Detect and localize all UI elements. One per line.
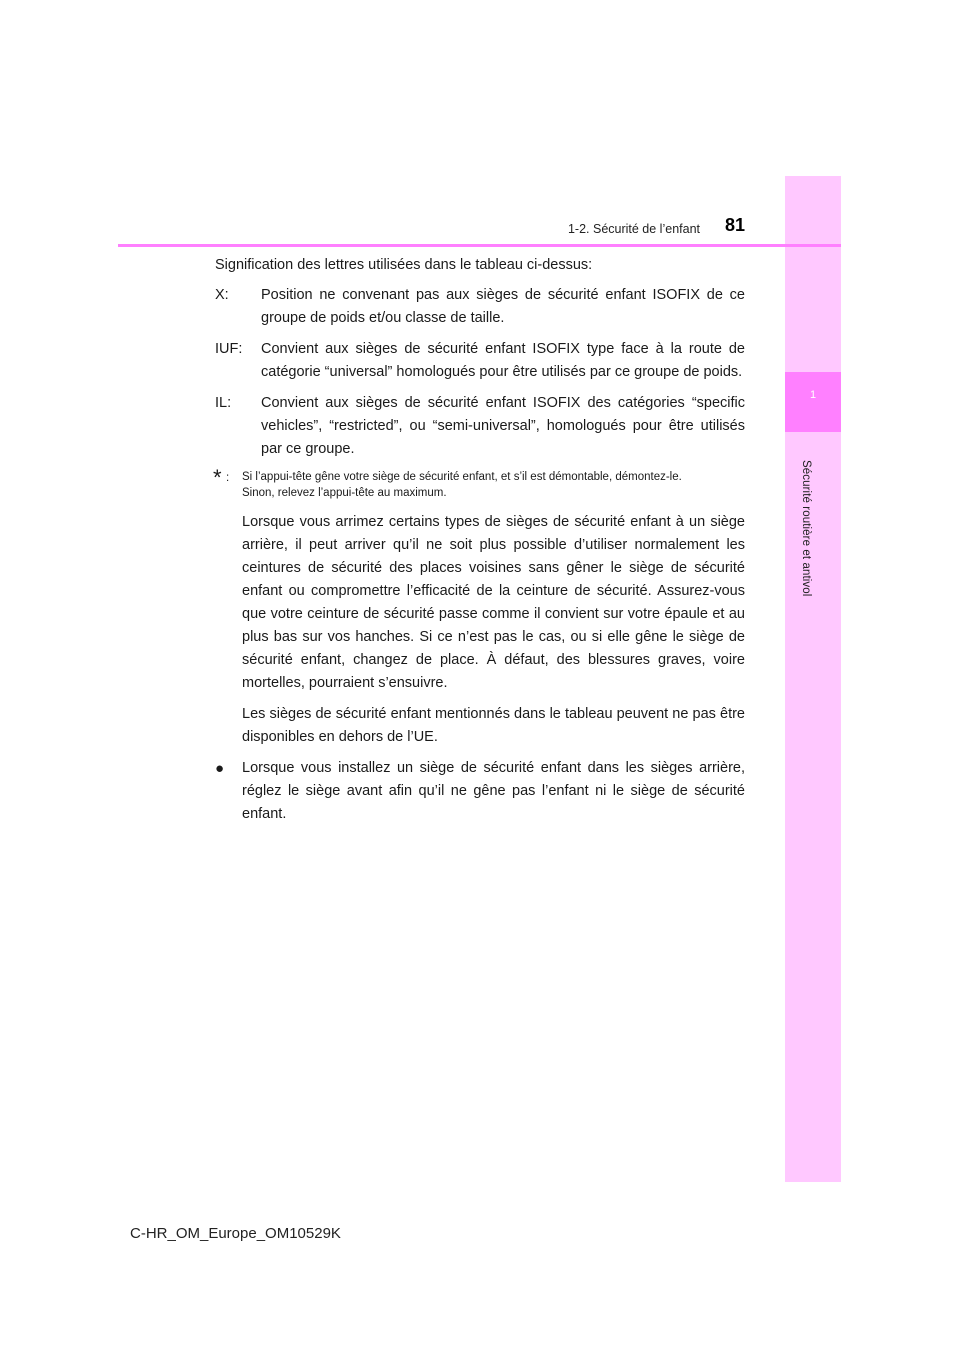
footnote-text [242,469,745,501]
header-rule [118,244,841,247]
definition-text: Position ne convenant pas aux sièges de sécurité enfant ISOFIX de ce groupe de poids et/ou classe de taille. [261,287,745,326]
definition-list [215,284,745,461]
footnote-line: Sinon, relevez l’appui-tête au maximum. [242,487,447,499]
definition-text: Convient aux sièges de sécurité enfant ISOFIX type face à la route de catégorie “universal” homologués pour être utilisés par ce groupe de poids. [261,341,745,380]
chapter-side-tab [785,176,841,1182]
definition-term: IUF: [215,341,243,357]
definition-term: IL: [215,395,232,411]
footnote [213,465,745,501]
footnote-mark: * : [213,465,230,490]
asterisk-icon: * [213,465,222,490]
definition-item [215,284,745,330]
definition-item [215,392,745,461]
definition-item [215,338,745,384]
chapter-side-tab-active [785,372,841,432]
footnote-line: Si l’appui-tête gêne votre siège de sécurité enfant, et s’il est démontable, démontez-le. [242,471,682,483]
notes-block [215,511,745,749]
definition-text: Convient aux sièges de sécurité enfant ISOFIX des catégories “specific vehicles”, “restricted”, ou “semi-universal”, homologués pour être utilisés par ce groupe. [261,395,745,457]
warning-paragraph: Lorsque vous arrimez certains types de sièges de sécurité enfant à un siège arrière, il peut arriver qu’il ne soit plus possible d’utiliser normalement les ceintures de sécurité des places voisines sans gêner le siège de sécurité enfant ou compromettre l’efficacité de la ceinture de sécurité. Assurez-vous que votre ceinture de sécurité passe comme il convient sur votre épaule et au plus bas sur vos hanches. Si ce n’est pas le cas, ou si elle gêne le siège de sécurité enfant, changez de place. À défaut, des blessures graves, voire mortelles, pourraient s’ensuivre. [242,514,745,691]
availability-paragraph: Les sièges de sécurité enfant mentionnés dans le tableau peuvent ne pas être disponibles en dehors de l’UE. [242,706,745,745]
page-number: 81 [724,215,745,235]
chapter-title: Sécurité routière et antivol [800,460,812,597]
chapter-number: 1 [809,389,817,401]
section-title: 1-2. Sécurité de l’enfant [567,222,700,236]
page-content [215,254,745,826]
definition-term: X: [215,287,229,303]
intro-text: Signification des lettres utilisées dans le tableau ci-dessus: [215,257,593,273]
bullet-dot-icon: ● [215,760,225,777]
bullet-text: Lorsque vous installez un siège de sécurité enfant dans les sièges arrière, réglez le siège avant afin qu’il ne gêne pas l’enfant ni le siège de sécurité enfant. [242,760,745,822]
document-id: C-HR_OM_Europe_OM10529K [130,1225,341,1242]
bullet-item [215,757,745,826]
